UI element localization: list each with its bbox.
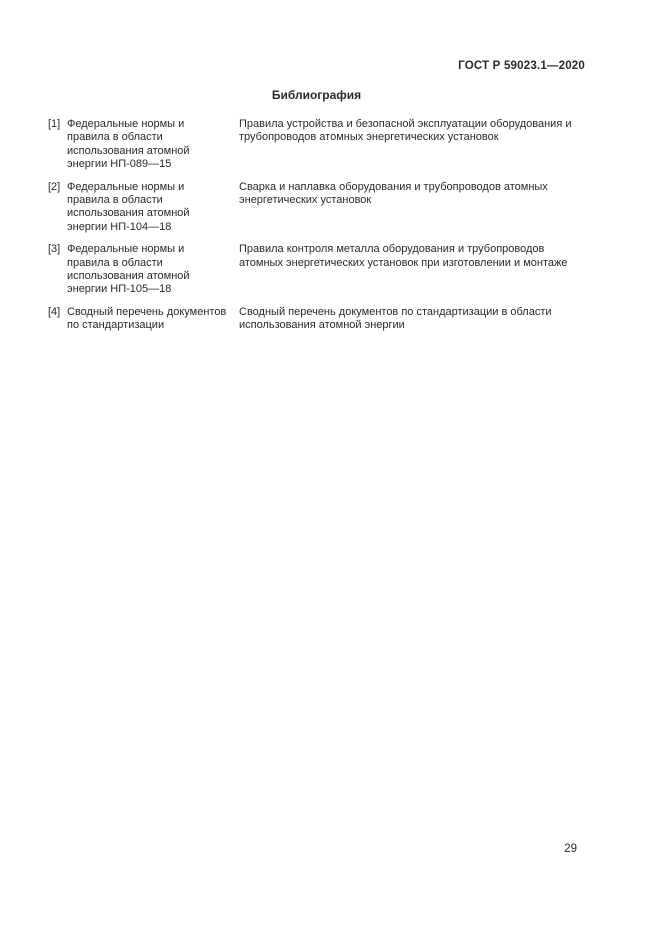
entry-description: Сводный перечень документов по стандартизации в области использования атомной энергии: [239, 305, 552, 332]
entry-description: Правила контроля металла оборудования и трубопроводов атомных энергетических установок при изготовлении и монтаже: [239, 243, 568, 269]
entry-description: Правила устройства и безопасной эксплуатации оборудования и трубопроводов атомных энергетических установок: [239, 118, 572, 144]
bibliography-list: [48, 118, 589, 342]
bibliography-entry: [48, 181, 589, 235]
entry-source: Федеральные нормы и правила в области использования атомной энергии НП-105—18: [67, 243, 190, 296]
bibliography-entry: [48, 118, 589, 172]
entry-ref: [3]: [48, 243, 61, 256]
entry-description: Сварка и наплавка оборудования и трубопроводов атомных энергетических установок: [239, 180, 548, 207]
entry-ref: [1]: [48, 118, 61, 130]
entry-ref: [2]: [48, 180, 61, 193]
page-title: Библиография: [271, 88, 362, 102]
entry-source: Федеральные нормы и правила в области использования атомной энергии НП-089—15: [67, 118, 190, 171]
entry-ref: [4]: [48, 305, 61, 318]
page-number: 29: [564, 843, 577, 855]
entry-source: Сводный перечень документов по стандартизации: [67, 305, 227, 332]
doc-number: ГОСТ Р 59023.1—2020: [458, 60, 585, 72]
entry-source: Федеральные нормы и правила в области использования атомной энергии НП-104—18: [67, 180, 190, 233]
bibliography-entry: [48, 243, 589, 297]
bibliography-entry: [48, 306, 589, 333]
